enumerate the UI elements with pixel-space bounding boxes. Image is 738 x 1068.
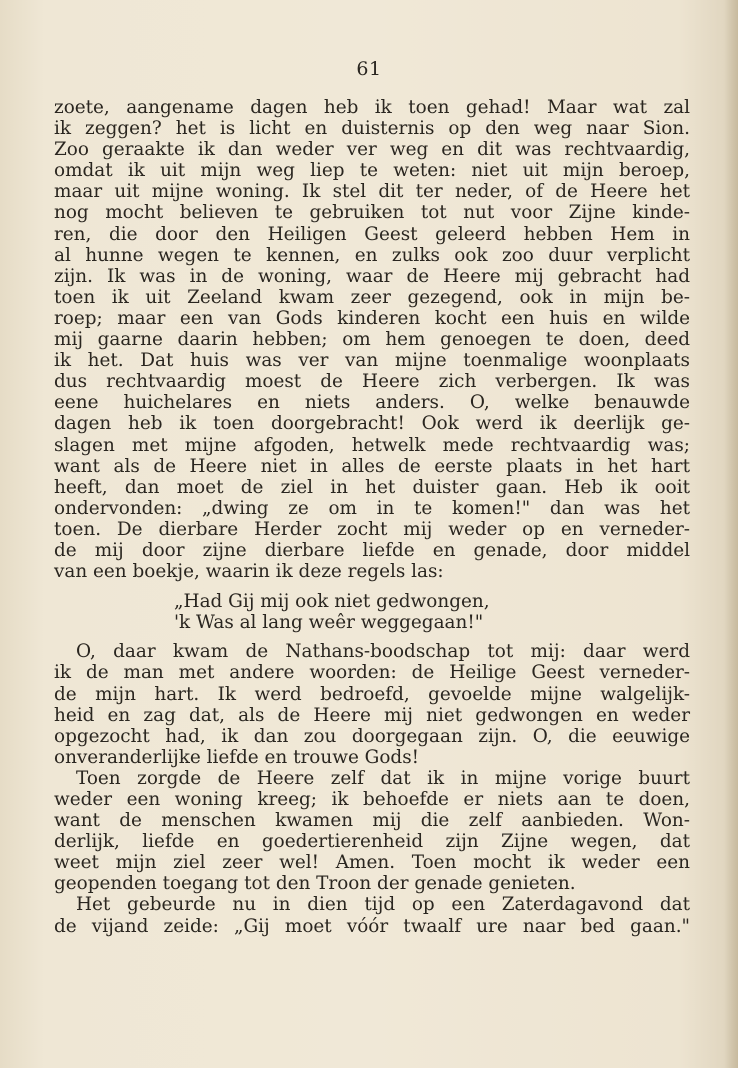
text-line: maar uit mijne woning. Ik stel dit ter neder, of de Heere het <box>54 181 690 203</box>
text-line: O, daar kwam de Nathans-boodschap tot mij: daar werd <box>76 641 690 663</box>
text-line: onveranderlijke liefde en trouwe Gods! <box>54 746 420 768</box>
text-line: van een boekje, waarin ik deze regels las: <box>54 561 444 583</box>
text-line: Het gebeurde nu in dien tijd op een Zaterdagavond dat <box>76 894 690 916</box>
text-line: ik zeggen? het is licht en duisternis op den weg naar Sion. <box>54 118 690 140</box>
text-line: de mijn hart. Ik werd bedroefd, gevoelde mijne walgelijk- <box>54 683 690 705</box>
text-line: toen ik uit Zeeland kwam zeer gezegend, ook in mijn be- <box>54 286 690 308</box>
text-line: roep; maar een van Gods kinderen kocht een huis en wilde <box>54 307 690 329</box>
text-line: ondervonden: „dwing ze om in te komen!" dan was het <box>54 497 690 519</box>
page-number: 61 <box>356 58 382 80</box>
verse-line: 'k Was al lang weêr weggegaan!" <box>174 612 484 634</box>
text-line: de mij door zijne dierbare liefde en genade, door middel <box>54 539 690 561</box>
text-line: nog mocht believen te gebruiken tot nut voor Zijne kinde- <box>54 202 690 224</box>
body-text <box>54 97 690 937</box>
text-line: eene huichelares en niets anders. O, welke benauwde <box>54 392 690 414</box>
text-line: toen. De dierbare Herder zocht mij weder op en verneder- <box>54 518 690 540</box>
paragraph-1 <box>54 97 690 582</box>
text-line: dus rechtvaardig moest de Heere zich verbergen. Ik was <box>54 371 690 393</box>
text-line: zijn. Ik was in de woning, waar de Heere mij gebracht had <box>54 265 690 287</box>
text-line: want als de Heere niet in alles de eerste plaats in het hart <box>54 455 690 477</box>
paragraph-4 <box>54 894 690 936</box>
text-line: mij gaarne daarin hebben; om hem genoegen te doen, deed <box>54 329 690 351</box>
text-line: Zoo geraakte ik dan weder ver weg en dit was rechtvaardig, <box>54 139 690 161</box>
text-line: ik het. Dat huis was ver van mijne toenmalige woonplaats <box>54 350 690 372</box>
text-line: heid en zag dat, als de Heere mij niet gedwongen en weder <box>54 704 690 726</box>
text-line: heeft, dan moet de ziel in het duister gaan. Heb ik ooit <box>54 476 690 498</box>
text-line: weder een woning kreeg; ik behoefde er niets aan te doen, <box>54 789 690 810</box>
text-line: omdat ik uit mijn weg liep te weten: niet uit mijn beroep, <box>54 160 690 182</box>
text-line: weet mijn ziel zeer wel! Amen. Toen mocht ik weder een <box>54 852 690 874</box>
text-line: geopenden toegang tot den Troon der genade genieten. <box>54 873 576 895</box>
text-line: derlijk, liefde en goedertierenheid zijn Zijne wegen, dat <box>54 831 690 853</box>
text-line: ik de man met andere woorden: de Heilige Geest verneder- <box>54 662 690 684</box>
text-line: zoete, aangename dagen heb ik toen gehad! Maar wat zal <box>54 97 690 118</box>
text-line: al hunne wegen te kennen, en zulks ook zoo duur verplicht <box>54 244 690 266</box>
paragraph-2 <box>54 641 690 768</box>
text-line: Toen zorgde de Heere zelf dat ik in mijne vorige buurt <box>76 767 690 789</box>
text-line: slagen met mijne afgoden, hetwelk mede rechtvaardig was; <box>54 434 690 456</box>
text-line: opgezocht had, ik dan zou doorgegaan zijn. O, die eeuwige <box>54 725 690 747</box>
text-line: ren, die door den Heiligen Geest geleerd hebben Hem in <box>54 223 690 245</box>
verse-line: „Had Gij mij ook niet gedwongen, <box>174 591 490 613</box>
text-line: de vijand zeide: „Gij moet vóór twaalf ure naar bed gaan." <box>54 915 690 937</box>
text-line: dagen heb ik toen doorgebracht! Ook werd ik deerlijk ge- <box>54 413 690 435</box>
text-line: want de menschen kwamen mij die zelf aanbieden. Won- <box>54 810 690 832</box>
quoted-verse <box>174 591 690 633</box>
page-edge-shadow <box>724 0 738 1068</box>
paragraph-3 <box>54 768 690 895</box>
